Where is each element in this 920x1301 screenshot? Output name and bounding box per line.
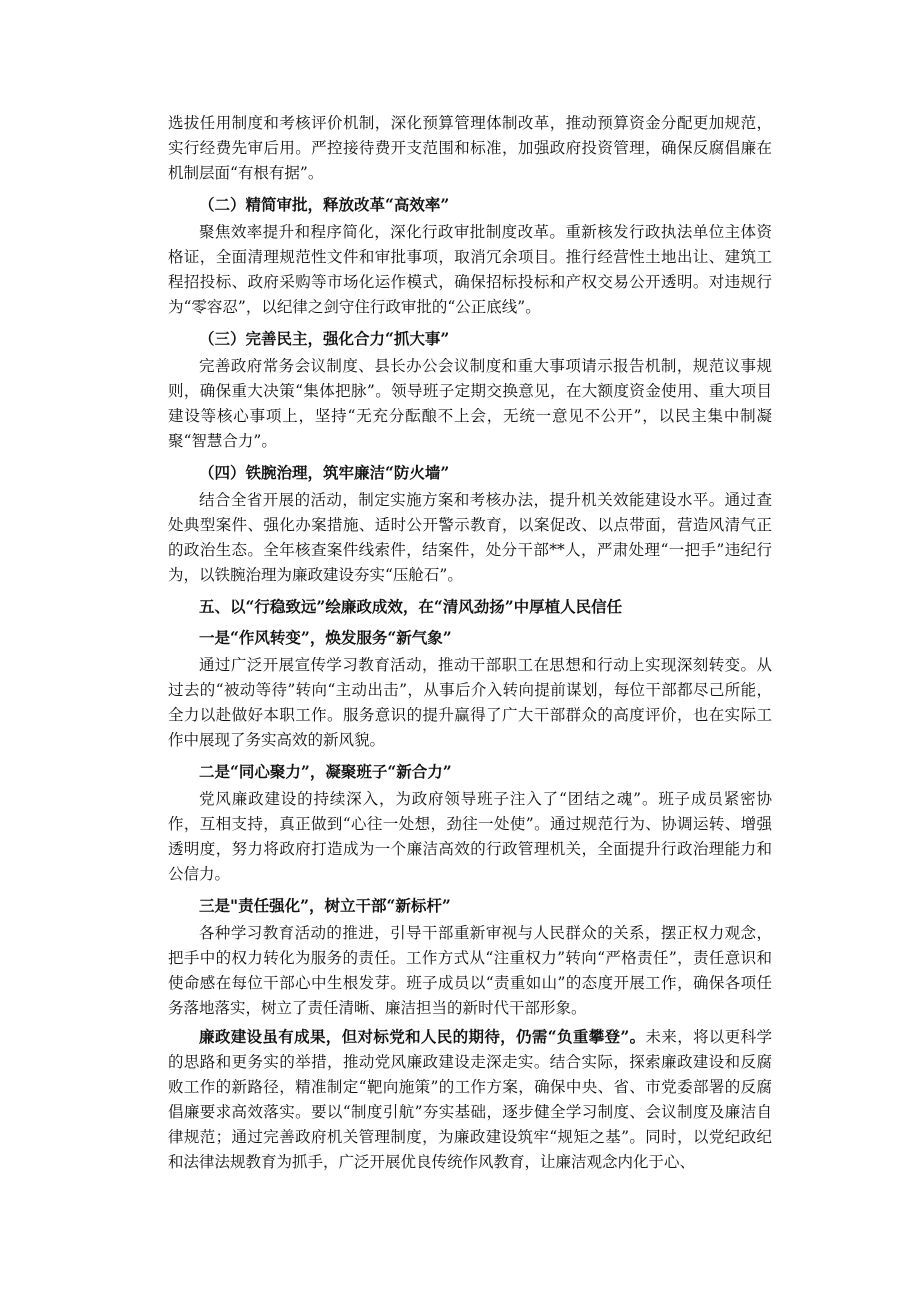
- paragraph-responsibility: 各种学习教育活动的推进，引导干部重新审视与人民群众的关系，摆正权力观念，把手中的权力转化为服务的责任。工作方式从“注重权力”转向“严格责任”，责任意识和使命感在每位干部心中生根发芽。班子成员以“责重如山”的态度开展工作，确保各项任务落地落实，树立了责任清晰、廉洁担当的新时代干部形象。: [168, 924, 772, 1017]
- section-heading-five: 五、以“行稳致远”绘廉政成效，在“清风劲扬”中厚植人民信任: [199, 597, 623, 616]
- conclusion-lead-sentence: 廉政建设虽有成果，但对标党和人民的期待，仍需“负重攀登”。: [199, 1027, 646, 1046]
- heading-streamline-approval: （二）精简审批，释放改革“高效率”: [199, 195, 450, 214]
- heading-improve-democracy: （三）完善民主，强化合力“抓大事”: [199, 329, 450, 348]
- heading-style-change: 一是“作风转变”，焕发服务“新气象”: [199, 628, 452, 647]
- document-page: [168, 111, 772, 1175]
- paragraph-iron-governance: 结合全省开展的活动，制定实施方案和考核办法，提升机关效能建设水平。通过查处典型案件、强化办案措施、适时公开警示教育，以案促改、以点带面，营造风清气正的政治生态。全年核查案件线索件，结案件，处分干部**人，严肃处理“一把手”违纪行为，以铁腕治理为廉政建设夯实“压舱石”。: [168, 491, 772, 584]
- paragraph-unity: 党风廉政建设的持续深入，为政府领导班子注入了“团结之魂”。班子成员紧密协作，互相支持，真正做到“心往一处想，劲往一处使”。通过规范行为、协调运转、增强透明度，努力将政府打造成为一个廉洁高效的行政管理机关，全面提升行政治理能力和公信力。: [168, 790, 772, 883]
- paragraph-reform-mechanism: 选拔任用制度和考核评价机制，深化预算管理体制改革，推动预算资金分配更加规范，实行经费先审后用。严控接待费开支范围和标准，加强政府投资管理，确保反腐倡廉在机制层面“有根有据”。: [168, 114, 772, 182]
- heading-responsibility: 三是"责任强化”，树立干部“新标杆”: [199, 896, 451, 915]
- paragraph-style-change: 通过广泛开展宣传学习教育活动，推动干部职工在思想和行动上实现深刻转变。从过去的“被动等待”转向“主动出击”，从事后介入转向提前谋划，每位干部都尽己所能，全力以赴做好本职工作。服务意识的提升赢得了广大干部群众的高度评价，也在实际工作中展现了务实高效的新风貌。: [168, 656, 772, 749]
- paragraph-streamline-approval: 聚焦效率提升和程序简化，深化行政审批制度改革。重新核发行政执法单位主体资格证，全面清理规范性文件和审批事项，取消冗余项目。推行经营性土地出让、建筑工程招投标、政府采购等市场化运作模式，确保招标投标和产权交易公开透明。对违规行为“零容忍”，以纪律之剑守住行政审批的“公正底线”。: [168, 223, 772, 316]
- heading-iron-governance: （四）铁腕治理，筑牢廉洁“防火墙”: [199, 463, 450, 482]
- conclusion-body: 未来，将以更科学的思路和更务实的举措，推动党风廉政建设走深走实。结合实际，探索廉政建设和反腐败工作的新路径，精准制定“靶向施策”的工作方案，确保中央、省、市党委部署的反腐倡廉要求高效落实。要以“制度引航”夯实基础，逐步健全学习制度、会议制度及廉洁自律规范；通过完善政府机关管理制度，为廉政建设筑牢“规矩之基”。同时，以党纪政纪和法律法规教育为抓手，广泛开展优良传统作风教育，让廉洁观念内化于心、: [168, 1028, 772, 1171]
- paragraph-improve-democracy: 完善政府常务会议制度、县长办公会议制度和重大事项请示报告机制，规范议事规则，确保重大决策“集体把脉”。领导班子定期交换意见，在大额度资金使用、重大项目建设等核心事项上，坚持“无充分酝酿不上会，无统一意见不公开”，以民主集中制凝聚“智慧合力”。: [168, 357, 772, 450]
- paragraph-conclusion: [168, 1024, 772, 1175]
- heading-unity: 二是“同心聚力”，凝聚班子“新合力”: [199, 762, 452, 781]
